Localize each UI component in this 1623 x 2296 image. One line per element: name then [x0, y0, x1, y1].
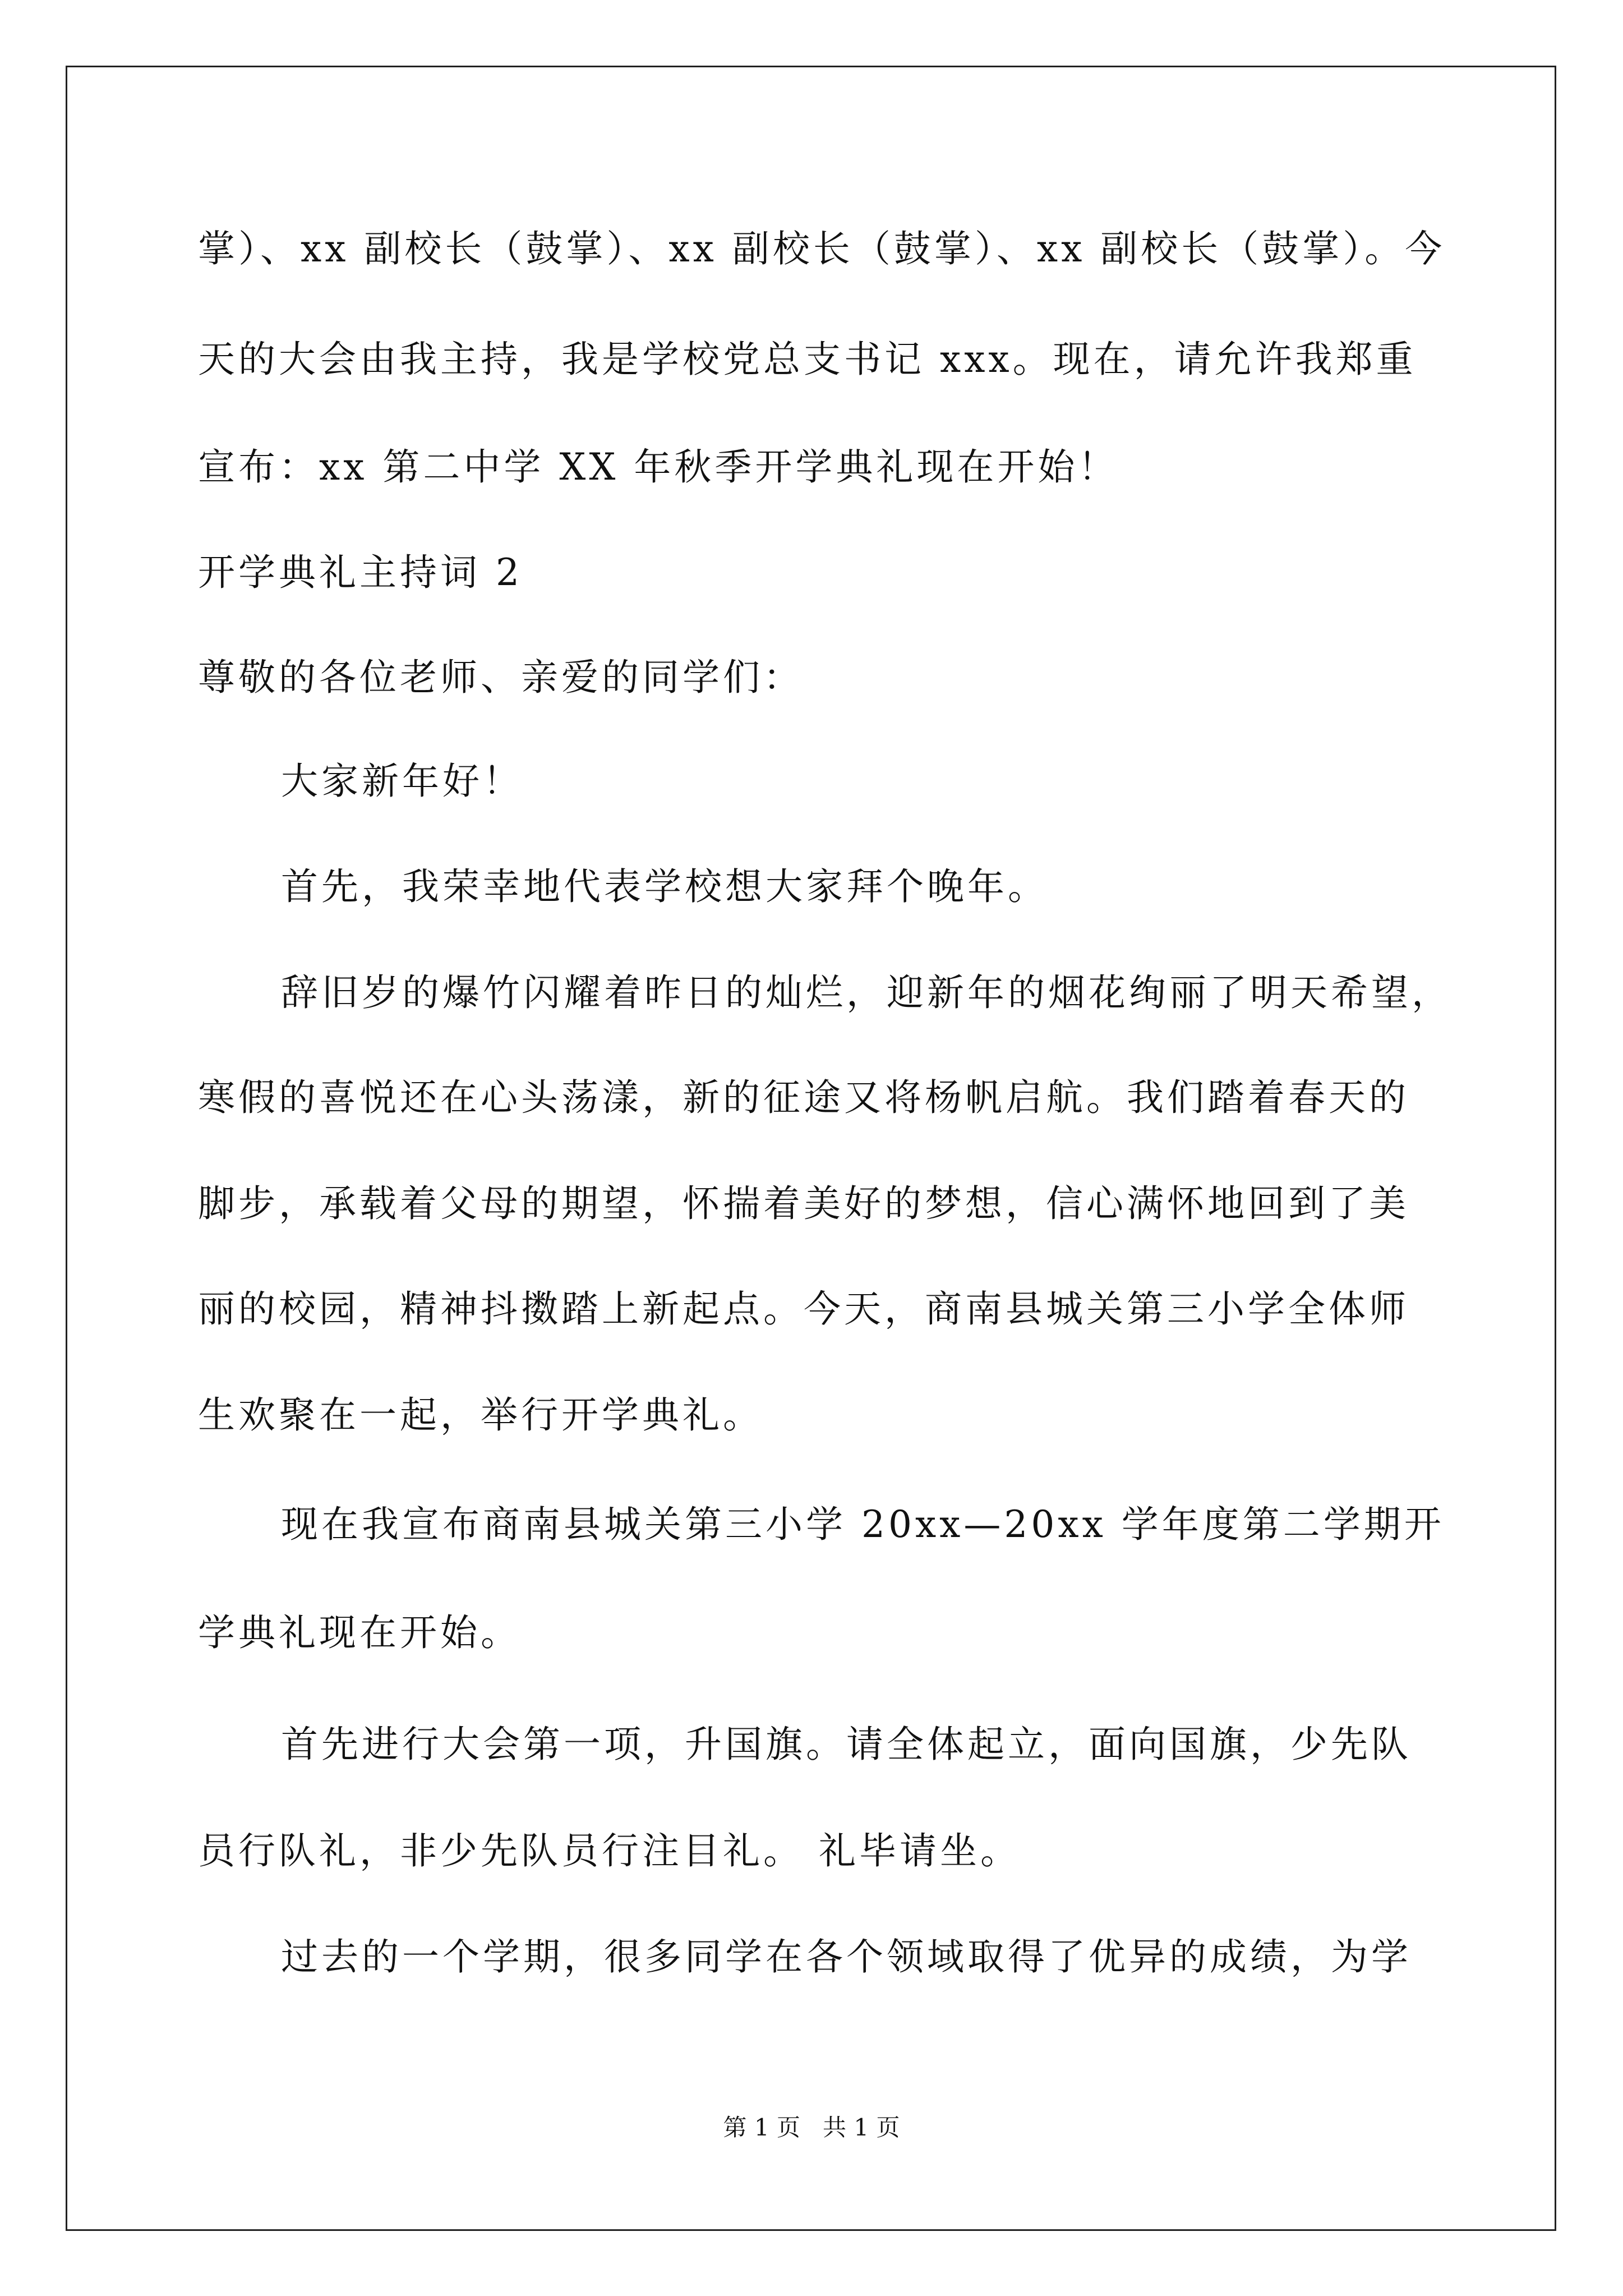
text-line: 学典礼现在开始。 [198, 1611, 521, 1654]
text-line: 脚步，承载着父母的期望，怀揣着美好的梦想，信心满怀地回到了美 [198, 1182, 1409, 1225]
text-line: 生欢聚在一起，举行开学典礼。 [198, 1393, 763, 1437]
text-line: 员行队礼，非少先队员行注目礼。 礼毕请坐。 [198, 1829, 1021, 1872]
page-border [66, 66, 1556, 2231]
text-line: 过去的一个学期，很多同学在各个领域取得了优异的成绩，为学 [281, 1935, 1412, 1978]
text-line: 丽的校园，精神抖擞踏上新起点。今天，商南县城关第三小学全体师 [198, 1287, 1409, 1331]
text-line: 辞旧岁的爆竹闪耀着昨日的灿烂，迎新年的烟花绚丽了明天希望， [281, 971, 1452, 1014]
text-line: 宣布：xx 第二中学 XX 年秋季开学典礼现在开始！ [198, 445, 1119, 489]
text-line: 寒假的喜悦还在心头荡漾，新的征途又将杨帆启航。我们踏着春天的 [198, 1076, 1409, 1119]
text-line: 现在我宣布商南县城关第三小学 20xx—20xx 学年度第二学期开 [281, 1503, 1445, 1546]
text-line: 天的大会由我主持，我是学校党总支书记 xxx。现在，请允许我郑重 [198, 338, 1417, 381]
section-heading: 开学典礼主持词 2 [198, 551, 523, 594]
text-line: 首先，我荣幸地代表学校想大家拜个晚年。 [281, 865, 1048, 908]
page-footer: 第 1 页 共 1 页 [723, 2114, 900, 2141]
text-line: 掌）、xx 副校长（鼓掌）、xx 副校长（鼓掌）、xx 副校长（鼓掌）。今 [198, 227, 1446, 270]
salutation: 尊敬的各位老师、亲爱的同学们： [198, 656, 804, 699]
text-line: 大家新年好！ [281, 760, 523, 803]
text-line: 首先进行大会第一项，升国旗。请全体起立，面向国旗，少先队 [281, 1723, 1412, 1766]
